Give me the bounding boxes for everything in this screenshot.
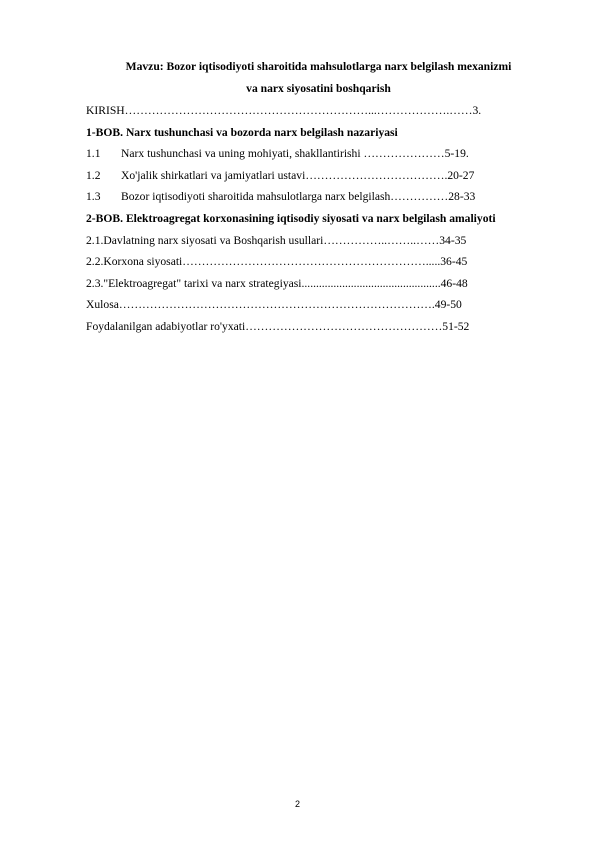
toc-entry: [86, 165, 551, 187]
toc-entry-number: 1.3: [86, 190, 101, 204]
toc-entry: [86, 143, 551, 165]
toc-entry-number: 1.1: [86, 147, 101, 161]
toc-entry: 2.1.Davlatning narx siyosati va Boshqarish usullari……………..……..……34-35: [86, 233, 467, 247]
toc-entry-text: Bozor iqtisodiyoti sharoitida mahsulotlarga narx belgilash……………28-33: [121, 190, 476, 204]
toc-entry-conclusion: Xulosa……………………………………………………………………….49-50: [86, 298, 462, 312]
page-number: 2: [294, 799, 300, 809]
title-line-2: va narx siyosatini boshqarish: [246, 82, 391, 95]
toc-entry-references: Foydalanilgan adabiyotlar ro'yxati……………………………………………51-52: [86, 319, 470, 333]
toc-chapter-2: 2-BOB. Elektroagregat korxonasining iqtisodiy siyosati va narx belgilash amaliyoti: [86, 211, 496, 225]
toc-entry-number: 1.2: [86, 168, 101, 182]
toc-entry: 2.2.Korxona siyosati……………………………………………………….....36-45: [86, 255, 468, 269]
toc-entry-text: Xo'jalik shirkatlari va jamiyatlari ustavi……………………………….20-27: [121, 168, 475, 182]
toc-chapter-1: 1-BOB. Narx tushunchasi va bozorda narx belgilash nazariyasi: [86, 125, 398, 139]
toc-entry: 2.3."Elektroagregat" tarixi va narx strategiyasi................................................46-48: [86, 276, 468, 290]
toc-entry-text: Narx tushunchasi va uning mohiyati, shakllantirishi …………………5-19.: [121, 147, 469, 161]
document-title: [86, 56, 551, 100]
title-line-1: Mavzu: Bozor iqtisodiyoti sharoitida mahsulotlarga narx belgilash mexanizmi: [125, 60, 512, 73]
toc-entry: [86, 186, 551, 208]
table-of-contents-page: [86, 56, 551, 338]
toc-entry-intro: KIRISH………………………………………………………...……………….……3.: [86, 104, 482, 117]
